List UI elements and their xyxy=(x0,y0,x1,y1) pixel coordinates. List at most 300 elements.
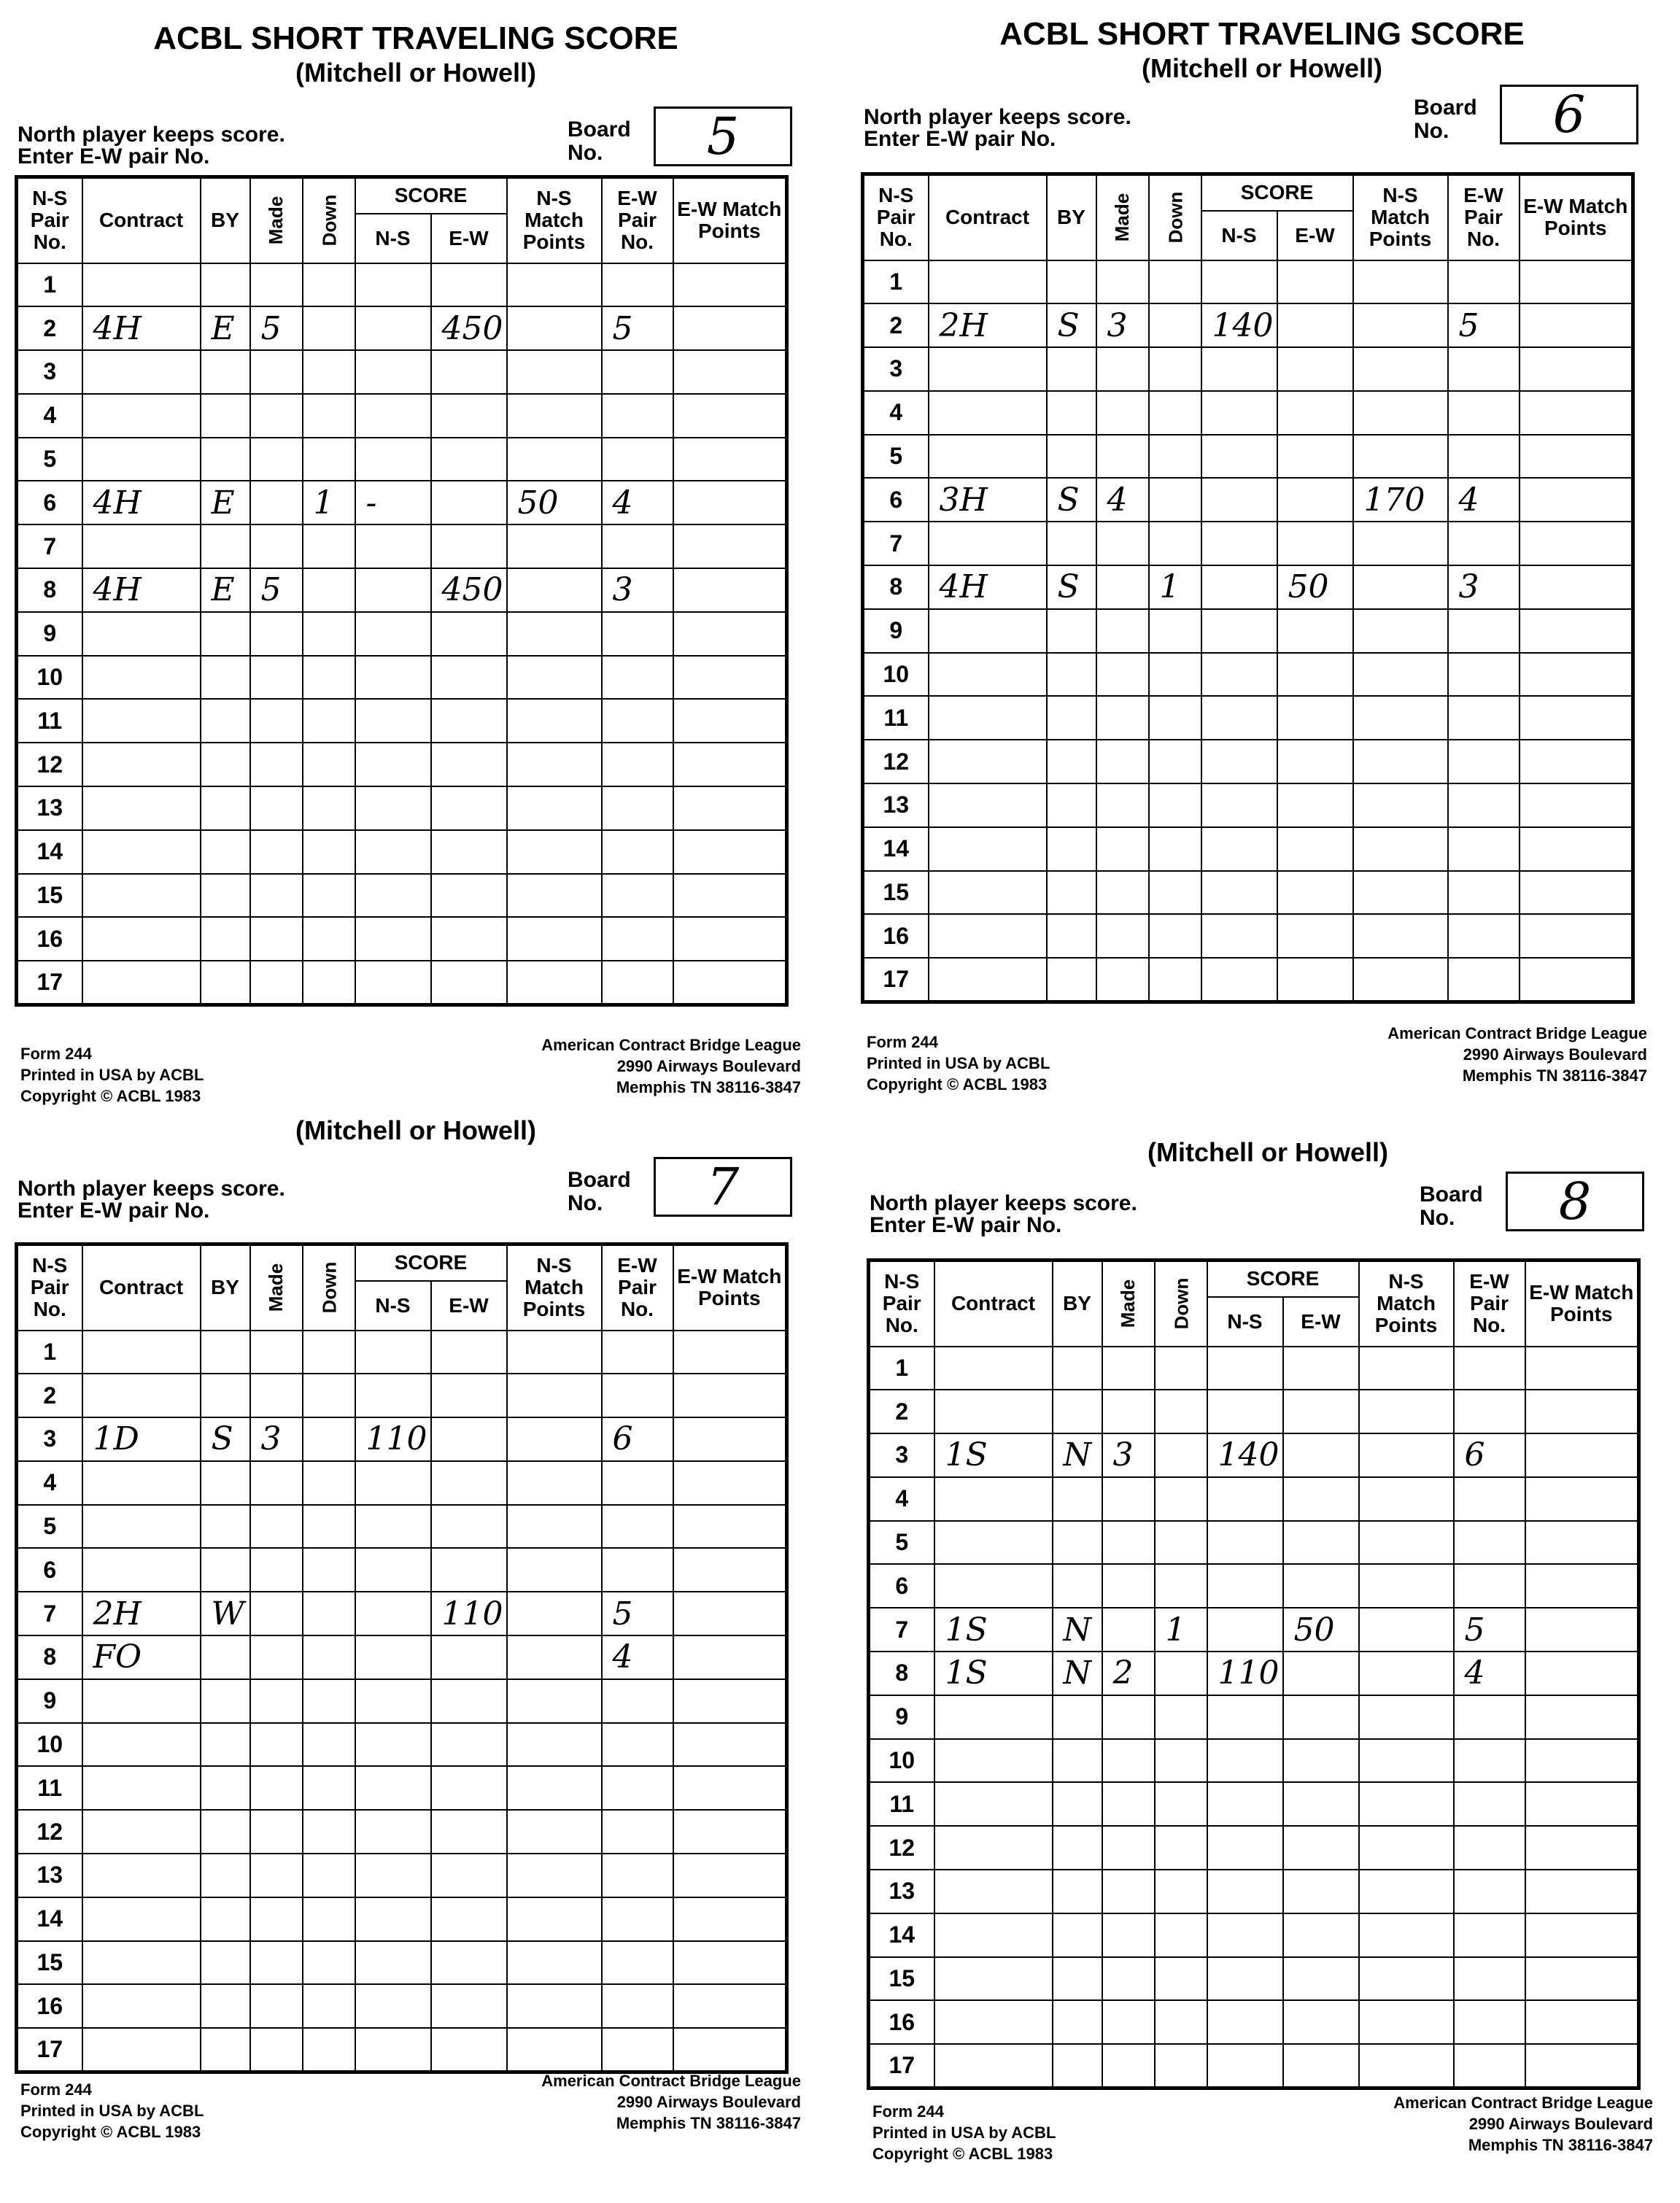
ew-pair-cell[interactable] xyxy=(1448,914,1520,958)
ew-pair-cell[interactable] xyxy=(602,1548,673,1592)
by-cell[interactable]: E xyxy=(201,568,250,612)
ew-pair-cell[interactable]: 6 xyxy=(1454,1433,1525,1477)
ns-score-cell[interactable] xyxy=(355,830,431,874)
ew-pair-cell[interactable] xyxy=(1448,347,1520,391)
by-cell[interactable] xyxy=(201,1766,250,1810)
ew-match-points-cell[interactable] xyxy=(1520,435,1633,479)
contract-cell[interactable] xyxy=(82,1548,201,1592)
ew-score-cell[interactable] xyxy=(1283,1564,1359,1608)
ns-score-cell[interactable] xyxy=(1201,958,1277,1002)
contract-cell[interactable] xyxy=(82,438,201,481)
by-cell[interactable] xyxy=(201,1331,250,1374)
made-cell[interactable] xyxy=(1102,2000,1155,2044)
ew-pair-cell[interactable] xyxy=(602,830,673,874)
ew-match-points-cell[interactable] xyxy=(1525,1347,1639,1390)
ew-match-points-cell[interactable] xyxy=(1525,1433,1639,1477)
ns-match-points-cell[interactable] xyxy=(1353,871,1448,915)
ew-pair-cell[interactable] xyxy=(602,1461,673,1505)
ew-pair-cell[interactable] xyxy=(602,786,673,830)
ew-match-points-cell[interactable] xyxy=(1525,1477,1639,1521)
made-cell[interactable] xyxy=(250,524,303,568)
down-cell[interactable] xyxy=(1155,1739,1207,1783)
down-cell[interactable] xyxy=(303,263,355,307)
contract-cell[interactable] xyxy=(934,1695,1053,1739)
ew-match-points-cell[interactable] xyxy=(673,786,787,830)
made-cell[interactable] xyxy=(1102,1739,1155,1783)
ns-match-points-cell[interactable] xyxy=(1359,1433,1454,1477)
ns-score-cell[interactable] xyxy=(355,306,431,350)
contract-cell[interactable] xyxy=(82,1679,201,1723)
ew-score-cell[interactable] xyxy=(1283,2044,1359,2088)
ns-score-cell[interactable]: 140 xyxy=(1207,1433,1283,1477)
by-cell[interactable] xyxy=(1047,871,1096,915)
ns-score-cell[interactable]: 110 xyxy=(1207,1652,1283,1695)
by-cell[interactable] xyxy=(201,961,250,1004)
ns-match-points-cell[interactable] xyxy=(1359,1521,1454,1565)
down-cell[interactable] xyxy=(1155,1347,1207,1390)
ew-score-cell[interactable] xyxy=(1283,1782,1359,1826)
ew-pair-cell[interactable] xyxy=(602,1897,673,1941)
made-cell[interactable] xyxy=(250,350,303,394)
ew-score-cell[interactable] xyxy=(1277,827,1353,871)
ns-score-cell[interactable] xyxy=(1201,783,1277,827)
ns-score-cell[interactable] xyxy=(355,1723,431,1767)
contract-cell[interactable] xyxy=(82,263,201,307)
ew-match-points-cell[interactable] xyxy=(673,1635,787,1679)
contract-cell[interactable] xyxy=(82,612,201,656)
down-cell[interactable] xyxy=(1149,347,1201,391)
ns-match-points-cell[interactable] xyxy=(1353,347,1448,391)
ns-score-cell[interactable] xyxy=(1201,740,1277,783)
by-cell[interactable] xyxy=(201,743,250,786)
down-cell[interactable] xyxy=(303,524,355,568)
ew-pair-cell[interactable] xyxy=(602,1941,673,1985)
ew-score-cell[interactable] xyxy=(431,1723,507,1767)
contract-cell[interactable]: FO xyxy=(82,1635,201,1679)
ew-score-cell[interactable]: 110 xyxy=(431,1592,507,1635)
down-cell[interactable] xyxy=(303,1941,355,1985)
ew-pair-cell[interactable] xyxy=(602,699,673,743)
ew-pair-cell[interactable] xyxy=(602,1374,673,1417)
down-cell[interactable] xyxy=(303,1854,355,1897)
ew-pair-cell[interactable] xyxy=(602,612,673,656)
ns-match-points-cell[interactable] xyxy=(507,1592,602,1635)
made-cell[interactable]: 5 xyxy=(250,568,303,612)
down-cell[interactable]: 1 xyxy=(303,481,355,524)
contract-cell[interactable] xyxy=(934,1739,1053,1783)
by-cell[interactable] xyxy=(1053,2000,1102,2044)
down-cell[interactable] xyxy=(303,394,355,438)
by-cell[interactable] xyxy=(201,1810,250,1854)
ns-match-points-cell[interactable] xyxy=(1359,1913,1454,1957)
ns-match-points-cell[interactable] xyxy=(507,1897,602,1941)
ew-pair-cell[interactable] xyxy=(602,874,673,918)
down-cell[interactable] xyxy=(1155,1652,1207,1695)
by-cell[interactable] xyxy=(1053,1390,1102,1433)
by-cell[interactable] xyxy=(1053,1782,1102,1826)
ns-match-points-cell[interactable] xyxy=(1359,2000,1454,2044)
ew-match-points-cell[interactable] xyxy=(673,1984,787,2028)
ns-match-points-cell[interactable]: 170 xyxy=(1353,478,1448,522)
down-cell[interactable]: 1 xyxy=(1149,565,1201,609)
ew-score-cell[interactable] xyxy=(1283,1390,1359,1433)
board-number-box[interactable] xyxy=(654,107,792,166)
down-cell[interactable] xyxy=(303,1592,355,1635)
ns-score-cell[interactable] xyxy=(355,1854,431,1897)
by-cell[interactable] xyxy=(1047,522,1096,565)
down-cell[interactable] xyxy=(1149,391,1201,435)
ns-score-cell[interactable] xyxy=(355,524,431,568)
made-cell[interactable] xyxy=(1096,391,1149,435)
ew-match-points-cell[interactable] xyxy=(1520,347,1633,391)
ns-match-points-cell[interactable] xyxy=(507,306,602,350)
made-cell[interactable] xyxy=(1096,609,1149,653)
ew-match-points-cell[interactable] xyxy=(1520,958,1633,1002)
by-cell[interactable] xyxy=(1047,783,1096,827)
ew-score-cell[interactable] xyxy=(431,2028,507,2072)
ew-pair-cell[interactable] xyxy=(602,263,673,307)
by-cell[interactable] xyxy=(1047,347,1096,391)
ns-match-points-cell[interactable] xyxy=(1353,958,1448,1002)
by-cell[interactable] xyxy=(1053,2044,1102,2088)
contract-cell[interactable] xyxy=(82,1331,201,1374)
ew-score-cell[interactable] xyxy=(1277,958,1353,1002)
ns-score-cell[interactable] xyxy=(1201,653,1277,697)
by-cell[interactable] xyxy=(1047,653,1096,697)
by-cell[interactable]: E xyxy=(201,306,250,350)
ew-match-points-cell[interactable] xyxy=(1525,1695,1639,1739)
ns-score-cell[interactable] xyxy=(1207,1347,1283,1390)
ew-score-cell[interactable] xyxy=(1277,478,1353,522)
ew-match-points-cell[interactable] xyxy=(1525,1390,1639,1433)
ew-score-cell[interactable] xyxy=(1277,391,1353,435)
ew-match-points-cell[interactable] xyxy=(673,961,787,1004)
made-cell[interactable] xyxy=(1096,653,1149,697)
ew-match-points-cell[interactable] xyxy=(1525,1739,1639,1783)
ns-score-cell[interactable] xyxy=(355,1505,431,1549)
ew-pair-cell[interactable] xyxy=(602,394,673,438)
made-cell[interactable]: 3 xyxy=(250,1417,303,1461)
ew-match-points-cell[interactable] xyxy=(673,568,787,612)
contract-cell[interactable] xyxy=(929,522,1047,565)
ns-match-points-cell[interactable] xyxy=(507,743,602,786)
ns-match-points-cell[interactable] xyxy=(1359,1957,1454,2001)
ew-match-points-cell[interactable] xyxy=(673,917,787,961)
ew-pair-cell[interactable] xyxy=(1448,260,1520,304)
down-cell[interactable] xyxy=(303,656,355,700)
by-cell[interactable]: E xyxy=(201,481,250,524)
ew-pair-cell[interactable] xyxy=(1454,1477,1525,1521)
made-cell[interactable] xyxy=(250,1984,303,2028)
ew-pair-cell[interactable] xyxy=(602,656,673,700)
ns-match-points-cell[interactable] xyxy=(507,1374,602,1417)
ns-match-points-cell[interactable] xyxy=(507,1679,602,1723)
ew-pair-cell[interactable] xyxy=(1448,783,1520,827)
ns-match-points-cell[interactable] xyxy=(1353,565,1448,609)
made-cell[interactable] xyxy=(1102,1608,1155,1652)
ns-match-points-cell[interactable] xyxy=(1353,609,1448,653)
down-cell[interactable] xyxy=(1155,1913,1207,1957)
down-cell[interactable] xyxy=(1149,653,1201,697)
ew-match-points-cell[interactable] xyxy=(1525,1564,1639,1608)
ew-match-points-cell[interactable] xyxy=(1525,1521,1639,1565)
down-cell[interactable] xyxy=(1149,609,1201,653)
contract-cell[interactable] xyxy=(929,391,1047,435)
contract-cell[interactable] xyxy=(82,830,201,874)
ns-match-points-cell[interactable] xyxy=(1359,1826,1454,1870)
contract-cell[interactable] xyxy=(934,1347,1053,1390)
contract-cell[interactable] xyxy=(82,743,201,786)
ew-match-points-cell[interactable] xyxy=(1520,609,1633,653)
down-cell[interactable]: 1 xyxy=(1155,1608,1207,1652)
ns-score-cell[interactable] xyxy=(1201,522,1277,565)
made-cell[interactable] xyxy=(1096,696,1149,740)
by-cell[interactable] xyxy=(1047,958,1096,1002)
ew-score-cell[interactable] xyxy=(431,699,507,743)
ns-match-points-cell[interactable] xyxy=(507,699,602,743)
ew-score-cell[interactable] xyxy=(1277,740,1353,783)
ew-match-points-cell[interactable] xyxy=(1520,871,1633,915)
down-cell[interactable] xyxy=(1149,740,1201,783)
ew-score-cell[interactable] xyxy=(1283,1521,1359,1565)
down-cell[interactable] xyxy=(303,1766,355,1810)
ew-pair-cell[interactable] xyxy=(1454,1564,1525,1608)
ns-score-cell[interactable] xyxy=(1207,1608,1283,1652)
ew-score-cell[interactable] xyxy=(431,263,507,307)
down-cell[interactable] xyxy=(1155,2000,1207,2044)
contract-cell[interactable]: 4H xyxy=(82,568,201,612)
ew-score-cell[interactable] xyxy=(431,1461,507,1505)
by-cell[interactable] xyxy=(201,1897,250,1941)
contract-cell[interactable]: 1D xyxy=(82,1417,201,1461)
by-cell[interactable] xyxy=(201,394,250,438)
down-cell[interactable] xyxy=(1155,1826,1207,1870)
ew-match-points-cell[interactable] xyxy=(673,394,787,438)
by-cell[interactable] xyxy=(201,1548,250,1592)
down-cell[interactable] xyxy=(303,1374,355,1417)
ew-score-cell[interactable] xyxy=(1277,914,1353,958)
made-cell[interactable] xyxy=(1096,565,1149,609)
ns-score-cell[interactable] xyxy=(355,350,431,394)
ns-score-cell[interactable] xyxy=(1201,827,1277,871)
ew-score-cell[interactable] xyxy=(431,1941,507,1985)
ns-score-cell[interactable] xyxy=(1201,565,1277,609)
contract-cell[interactable] xyxy=(929,740,1047,783)
ns-match-points-cell[interactable] xyxy=(1353,827,1448,871)
ew-pair-cell[interactable] xyxy=(1454,1739,1525,1783)
by-cell[interactable] xyxy=(1053,1347,1102,1390)
ew-score-cell[interactable]: 50 xyxy=(1283,1608,1359,1652)
by-cell[interactable]: N xyxy=(1053,1433,1102,1477)
down-cell[interactable] xyxy=(1149,827,1201,871)
ew-score-cell[interactable] xyxy=(431,1810,507,1854)
ew-match-points-cell[interactable] xyxy=(673,1679,787,1723)
ew-pair-cell[interactable] xyxy=(1454,1913,1525,1957)
made-cell[interactable] xyxy=(250,874,303,918)
down-cell[interactable] xyxy=(303,961,355,1004)
ns-match-points-cell[interactable] xyxy=(507,524,602,568)
ew-score-cell[interactable] xyxy=(431,917,507,961)
down-cell[interactable] xyxy=(1149,958,1201,1002)
ns-match-points-cell[interactable] xyxy=(507,1461,602,1505)
made-cell[interactable] xyxy=(1102,2044,1155,2088)
contract-cell[interactable] xyxy=(929,347,1047,391)
ew-match-points-cell[interactable] xyxy=(673,306,787,350)
ew-score-cell[interactable] xyxy=(1277,783,1353,827)
board-number-box[interactable] xyxy=(654,1157,792,1217)
contract-cell[interactable] xyxy=(934,1913,1053,1957)
made-cell[interactable] xyxy=(250,1723,303,1767)
ns-match-points-cell[interactable] xyxy=(1359,1564,1454,1608)
ns-score-cell[interactable] xyxy=(1207,1739,1283,1783)
contract-cell[interactable] xyxy=(82,786,201,830)
ns-score-cell[interactable] xyxy=(355,786,431,830)
contract-cell[interactable] xyxy=(82,1374,201,1417)
ns-match-points-cell[interactable] xyxy=(507,2028,602,2072)
down-cell[interactable] xyxy=(1149,783,1201,827)
by-cell[interactable]: S xyxy=(1047,303,1096,347)
made-cell[interactable] xyxy=(1096,958,1149,1002)
by-cell[interactable] xyxy=(1053,1739,1102,1783)
ns-match-points-cell[interactable] xyxy=(1353,435,1448,479)
made-cell[interactable] xyxy=(1102,1782,1155,1826)
ns-score-cell[interactable] xyxy=(355,438,431,481)
down-cell[interactable] xyxy=(1155,1521,1207,1565)
ew-match-points-cell[interactable] xyxy=(673,1766,787,1810)
ew-match-points-cell[interactable] xyxy=(1520,827,1633,871)
ew-match-points-cell[interactable] xyxy=(673,1505,787,1549)
ew-score-cell[interactable] xyxy=(431,438,507,481)
down-cell[interactable] xyxy=(303,1897,355,1941)
ns-match-points-cell[interactable] xyxy=(507,1810,602,1854)
contract-cell[interactable] xyxy=(934,1521,1053,1565)
by-cell[interactable]: S xyxy=(1047,565,1096,609)
contract-cell[interactable]: 4H xyxy=(82,481,201,524)
ns-match-points-cell[interactable] xyxy=(1359,2044,1454,2088)
ns-score-cell[interactable] xyxy=(1207,1913,1283,1957)
ns-match-points-cell[interactable]: 50 xyxy=(507,481,602,524)
ns-score-cell[interactable] xyxy=(355,2028,431,2072)
down-cell[interactable] xyxy=(303,1505,355,1549)
by-cell[interactable]: N xyxy=(1053,1652,1102,1695)
ew-match-points-cell[interactable] xyxy=(673,874,787,918)
ew-score-cell[interactable] xyxy=(431,656,507,700)
ew-pair-cell[interactable] xyxy=(602,1331,673,1374)
down-cell[interactable] xyxy=(303,699,355,743)
by-cell[interactable] xyxy=(1047,914,1096,958)
ns-match-points-cell[interactable] xyxy=(507,1505,602,1549)
ew-match-points-cell[interactable] xyxy=(673,1941,787,1985)
ew-match-points-cell[interactable] xyxy=(1525,1608,1639,1652)
by-cell[interactable] xyxy=(201,612,250,656)
ns-score-cell[interactable] xyxy=(1207,1390,1283,1433)
ns-score-cell[interactable] xyxy=(355,917,431,961)
contract-cell[interactable] xyxy=(82,1766,201,1810)
by-cell[interactable] xyxy=(1047,827,1096,871)
ew-match-points-cell[interactable] xyxy=(673,612,787,656)
ns-score-cell[interactable] xyxy=(355,1941,431,1985)
down-cell[interactable] xyxy=(1149,303,1201,347)
ew-score-cell[interactable] xyxy=(431,1679,507,1723)
ew-match-points-cell[interactable] xyxy=(673,1331,787,1374)
ew-match-points-cell[interactable] xyxy=(1525,1957,1639,2001)
contract-cell[interactable] xyxy=(82,656,201,700)
made-cell[interactable] xyxy=(1102,1870,1155,1913)
ew-score-cell[interactable] xyxy=(1283,1477,1359,1521)
ew-pair-cell[interactable] xyxy=(1448,871,1520,915)
made-cell[interactable] xyxy=(1102,1521,1155,1565)
ew-match-points-cell[interactable] xyxy=(1525,1826,1639,1870)
ew-match-points-cell[interactable] xyxy=(673,524,787,568)
ns-match-points-cell[interactable] xyxy=(1353,740,1448,783)
ew-pair-cell[interactable] xyxy=(1454,1347,1525,1390)
ew-score-cell[interactable] xyxy=(431,1984,507,2028)
down-cell[interactable] xyxy=(1149,871,1201,915)
ew-match-points-cell[interactable] xyxy=(673,743,787,786)
ew-score-cell[interactable] xyxy=(431,1331,507,1374)
ew-score-cell[interactable] xyxy=(1277,696,1353,740)
by-cell[interactable]: S xyxy=(1047,478,1096,522)
ew-score-cell[interactable] xyxy=(1283,1695,1359,1739)
ew-match-points-cell[interactable] xyxy=(673,1548,787,1592)
ew-match-points-cell[interactable] xyxy=(1520,740,1633,783)
ns-match-points-cell[interactable] xyxy=(507,1548,602,1592)
ew-score-cell[interactable] xyxy=(431,830,507,874)
by-cell[interactable] xyxy=(201,1461,250,1505)
made-cell[interactable] xyxy=(1102,1564,1155,1608)
ew-score-cell[interactable] xyxy=(431,1897,507,1941)
by-cell[interactable] xyxy=(1053,1870,1102,1913)
ew-score-cell[interactable] xyxy=(431,1417,507,1461)
down-cell[interactable] xyxy=(303,438,355,481)
contract-cell[interactable] xyxy=(82,1941,201,1985)
ns-score-cell[interactable] xyxy=(1207,1477,1283,1521)
down-cell[interactable] xyxy=(303,917,355,961)
ew-score-cell[interactable] xyxy=(431,1635,507,1679)
ew-score-cell[interactable] xyxy=(431,1374,507,1417)
board-number-box[interactable] xyxy=(1506,1172,1644,1231)
ew-match-points-cell[interactable] xyxy=(1520,478,1633,522)
made-cell[interactable] xyxy=(250,394,303,438)
down-cell[interactable] xyxy=(303,1984,355,2028)
ew-score-cell[interactable] xyxy=(1277,609,1353,653)
made-cell[interactable] xyxy=(250,1854,303,1897)
by-cell[interactable] xyxy=(201,1635,250,1679)
contract-cell[interactable] xyxy=(934,1782,1053,1826)
by-cell[interactable]: N xyxy=(1053,1608,1102,1652)
ew-score-cell[interactable] xyxy=(1277,653,1353,697)
contract-cell[interactable] xyxy=(82,2028,201,2072)
ew-pair-cell[interactable] xyxy=(1448,958,1520,1002)
ns-match-points-cell[interactable] xyxy=(1353,260,1448,304)
ew-pair-cell[interactable] xyxy=(602,1679,673,1723)
ew-match-points-cell[interactable] xyxy=(673,350,787,394)
ew-pair-cell[interactable]: 6 xyxy=(602,1417,673,1461)
contract-cell[interactable] xyxy=(929,914,1047,958)
ew-score-cell[interactable] xyxy=(431,1854,507,1897)
by-cell[interactable] xyxy=(201,1941,250,1985)
ew-pair-cell[interactable] xyxy=(602,1854,673,1897)
by-cell[interactable] xyxy=(201,656,250,700)
down-cell[interactable] xyxy=(303,2028,355,2072)
ew-match-points-cell[interactable] xyxy=(1520,653,1633,697)
contract-cell[interactable] xyxy=(929,783,1047,827)
ew-score-cell[interactable] xyxy=(431,612,507,656)
ew-score-cell[interactable] xyxy=(1283,1652,1359,1695)
ew-pair-cell[interactable] xyxy=(1448,827,1520,871)
ew-pair-cell[interactable]: 3 xyxy=(602,568,673,612)
ew-score-cell[interactable] xyxy=(431,786,507,830)
